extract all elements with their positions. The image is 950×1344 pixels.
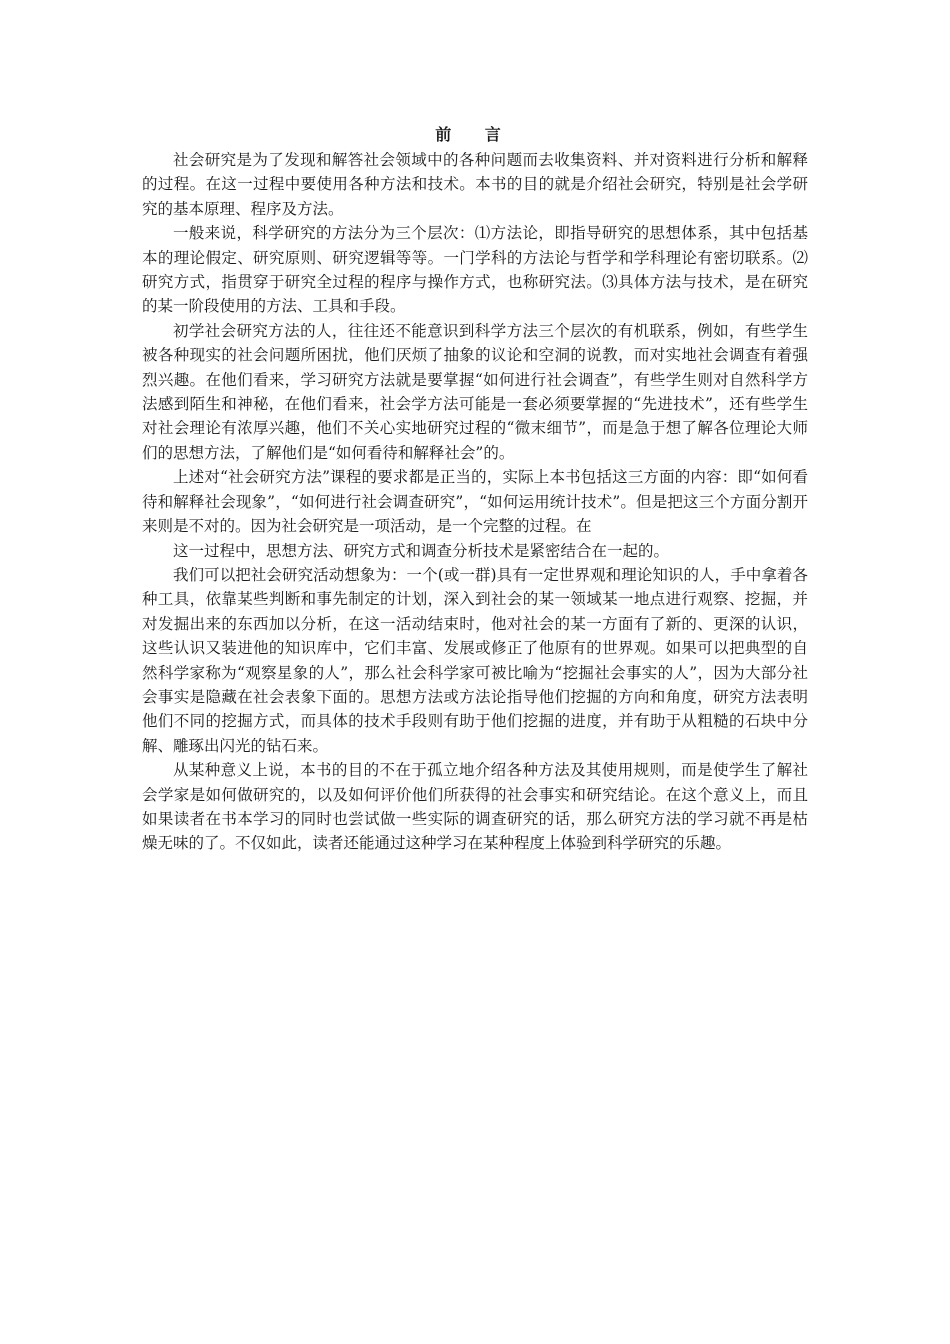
paragraph-6: 我们可以把社会研究活动想象为：一个(或一群)具有一定世界观和理论知识的人，手中拿着各种工具，依靠某些判断和事先制定的计划，深入到社会的某一领域某一地点进行观察、挖掘，并对发掘出来的东西加以分析，在这一活动结束时，他对社会的某一方面有了新的、更深的认识，这些认识又装进他的知识库中，它们丰富、发展或修正了他原有的世界观。如果可以把典型的自然科学家称为“观察星象的人”，那么社会科学家可被比喻为“挖掘社会事实的人”，因为大部分社会事实是隐藏在社会表象下面的。思想方法或方法论指导他们挖掘的方向和角度，研究方法表明他们不同的挖掘方式，而具体的技术手段则有助于他们挖掘的进度，并有助于从粗糙的石块中分解、雕琢出闪光的钻石来。 [142,565,808,755]
paragraph-7: 从某种意义上说，本书的目的不在于孤立地介绍各种方法及其使用规则，而是使学生了解社会学家是如何做研究的，以及如何评价他们所获得的社会事实和研究结论。在这个意义上，而且如果读者在书本学习的同时也尝试做一些实际的调查研究的话，那么研究方法的学习就不再是枯燥无味的了。不仅如此，读者还能通过这种学习在某种程度上体验到科学研究的乐趣。 [142,761,808,853]
paragraph-3: 初学社会研究方法的人，往往还不能意识到科学方法三个层次的有机联系，例如，有些学生被各种现实的社会问题所困扰，他们厌烦了抽象的议论和空洞的说教，而对实地社会调查有着强烈兴趣。在他们看来，学习研究方法就是要掌握“如何进行社会调查”，有些学生则对自然科学方法感到陌生和神秘，在他们看来，社会学方法可能是一套必须要掌握的“先进技术”，还有些学生对社会理论有浓厚兴趣，他们不关心实地研究过程的“微末细节”，而是急于想了解各位理论大师们的思想方法，了解他们是“如何看待和解释社会”的。 [142,321,808,462]
paragraph-5: 这一过程中，思想方法、研究方式和调查分析技术是紧密结合在一起的。 [173,541,670,560]
paragraph-2: 一般来说，科学研究的方法分为三个层次：⑴方法论，即指导研究的思想体系，其中包括基本的理论假定、研究原则、研究逻辑等等。一门学科的方法论与哲学和学科理论有密切联系。⑵研究方式，指贯穿于研究全过程的程序与操作方式，也称研究法。⑶具体方法与技术，是在研究的某一阶段使用的方法、工具和手段。 [142,224,808,316]
document-page [142,124,808,856]
page-title: 前 言 [435,125,515,144]
paragraph-4: 上述对“社会研究方法”课程的要求都是正当的，实际上本书包括这三方面的内容：即“如何看待和解释社会现象”，“如何进行社会调查研究”，“如何运用统计技术”。但是把这三个方面分割开来则是不对的。因为社会研究是一项活动，是一个完整的过程。在 [142,468,808,536]
paragraph-1: 社会研究是为了发现和解答社会领域中的各种问题而去收集资料、并对资料进行分析和解释的过程。在这一过程中要使用各种方法和技术。本书的目的就是介绍社会研究，特别是社会学研究的基本原理、程序及方法。 [142,151,808,218]
